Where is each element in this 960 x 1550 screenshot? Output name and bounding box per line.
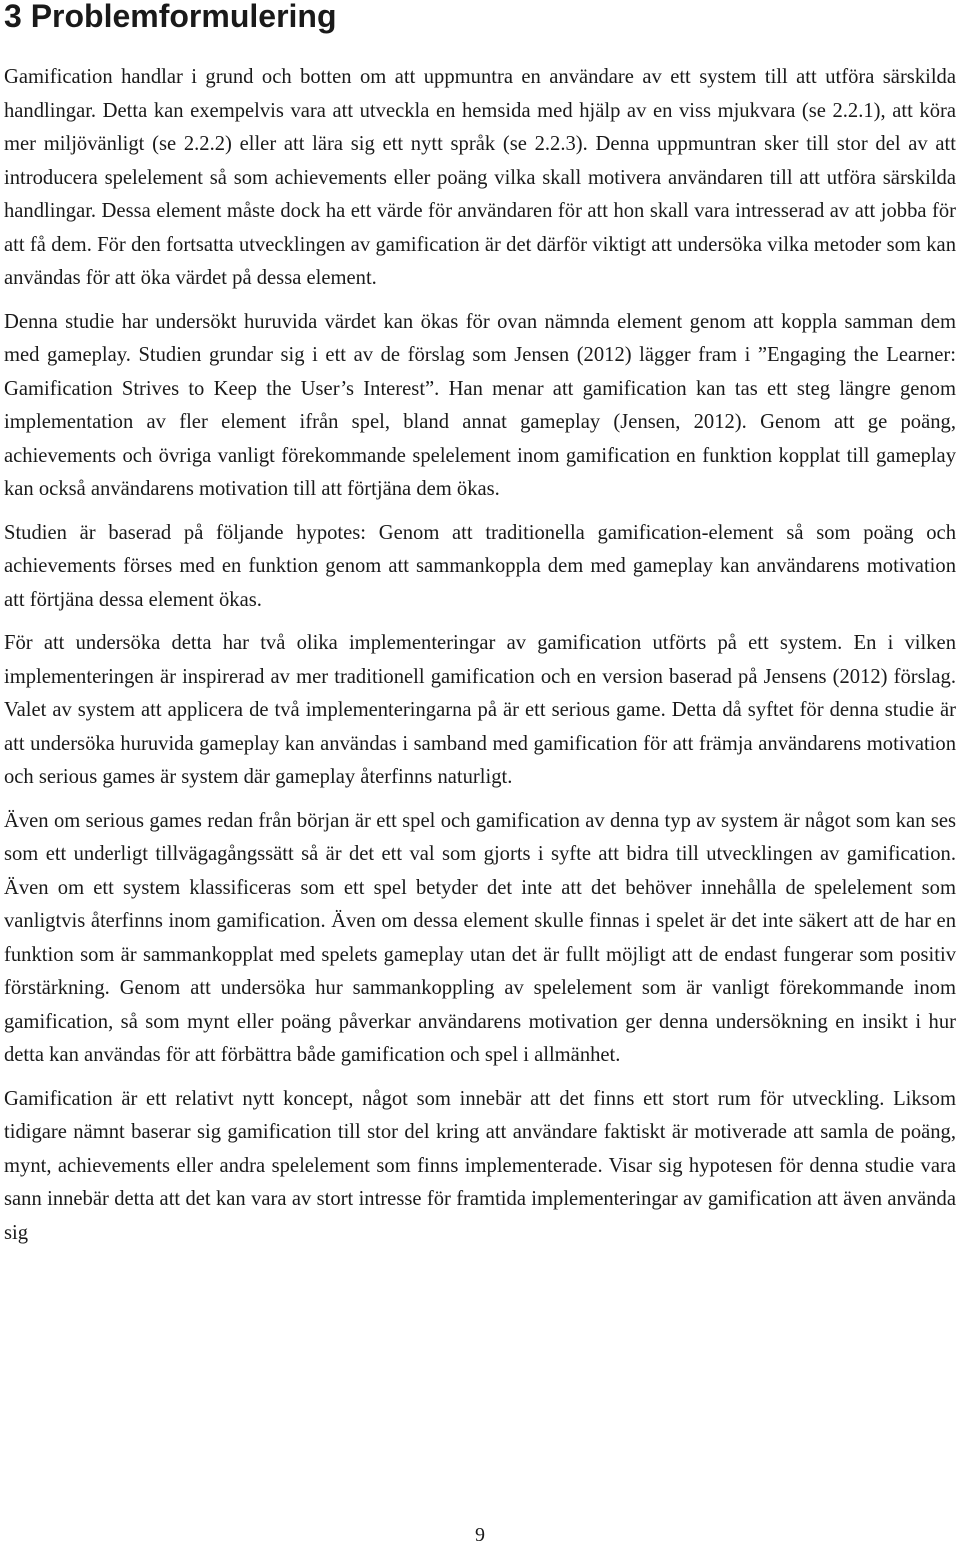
body-text: [4, 61, 956, 1260]
paragraph-intro: Gamification handlar i grund och botten om att uppmuntra en användare av ett system till att utföra särskilda handlingar. Detta kan exempelvis vara att utveckla en hemsida med hjälp av en viss mjukvara (se 2.2.1), att köra mer miljövänligt (se 2.2.2) eller att lära sig ett nytt språk (se 2.2.3). Denna uppmuntran sker till stor del av att introducera spelelement så som achievements eller poäng vilka skall motivera användaren till att utföra särskilda handlingar. Dessa element måste dock ha ett värde för användaren för att hon skall vara intresserad av att jobba för att få dem. För den fortsatta utvecklingen av gamification är det därför viktigt att undersöka vilka metoder som kan användas för att öka värdet på dessa element.: [4, 66, 956, 289]
paragraph-study: Denna studie har undersökt huruvida värdet kan ökas för ovan nämnda element genom att koppla samman dem med gameplay. Studien grundar sig i ett av de förslag som Jensen (2012) lägger fram i ”Engaging the Learner: Gamification Strives to Keep the User’s Interest”. Han menar att gamification kan tas ett steg längre genom implementation av fler element ifrån spel, bland annat gameplay (Jensen, 2012). Genom att ge poäng, achievements och övriga vanligt förekommande spelelement inom gamification en funktion kopplat till gameplay kan också användarens motivation till att förtjäna dem ökas.: [4, 310, 956, 500]
paragraph-serious-games: Även om serious games redan från början är ett spel och gamification av denna typ av system är något som kan ses som ett underligt tillvägagångssätt så är det ett val som gjorts i syfte att bidra till utvecklingen av gamification. Även om ett system klassificeras som ett spel betyder det inte att det behöver innehålla de spelelement som vanligtvis återfinns inom gamification. Även om dessa element skulle finnas i spelet är det inte säkert att de har en funktion som är sammankopplat med spelets gameplay utan det är fullt möjligt att de endast fungerar som positiv förstärkning. Genom att undersöka hur sammankoppling av spelelement som är vanligt förekommande inom gamification, så som mynt eller poäng påverkar användarens motivation ger denna undersökning en insikt i hur detta kan användas för att förbättra både gamification och spel i allmänhet.: [4, 809, 956, 1066]
section-heading: 3 Problemformulering: [4, 0, 337, 34]
paragraph-relevance: Gamification är ett relativt nytt koncept, något som innebär att det finns ett stort rum för utveckling. Liksom tidigare nämnt baserar sig gamification till stor del kring att användare faktiskt är motiverade att samla de poäng, mynt, achievements eller andra spelelement som finns implementerade. Visar sig hypotesen för denna studie vara sann innebär detta att det kan vara av stort intresse för framtida implementeringar av gamification att även använda sig: [4, 1087, 956, 1244]
page-number: 9: [475, 1524, 485, 1546]
paragraph-hypothesis: Studien är baserad på följande hypotes: Genom att traditionella gamification-element så som poäng och achievements förses med en funktion genom att sammankoppla dem med gameplay kan användarens motivation att förtjäna dessa element ökas.: [4, 521, 956, 611]
paragraph-method: För att undersöka detta har två olika implementeringar av gamification utförts på ett system. En i vilken implementeringen är inspirerad av mer traditionell gamification och en version baserad på Jensens (2012) förslag. Valet av system att applicera de två implementeringarna på är ett serious game. Detta då syftet för denna studie är att undersöka huruvida gameplay kan användas i samband med gamification för att främja användarens motivation och serious games är system där gameplay återfinns naturligt.: [4, 632, 956, 788]
